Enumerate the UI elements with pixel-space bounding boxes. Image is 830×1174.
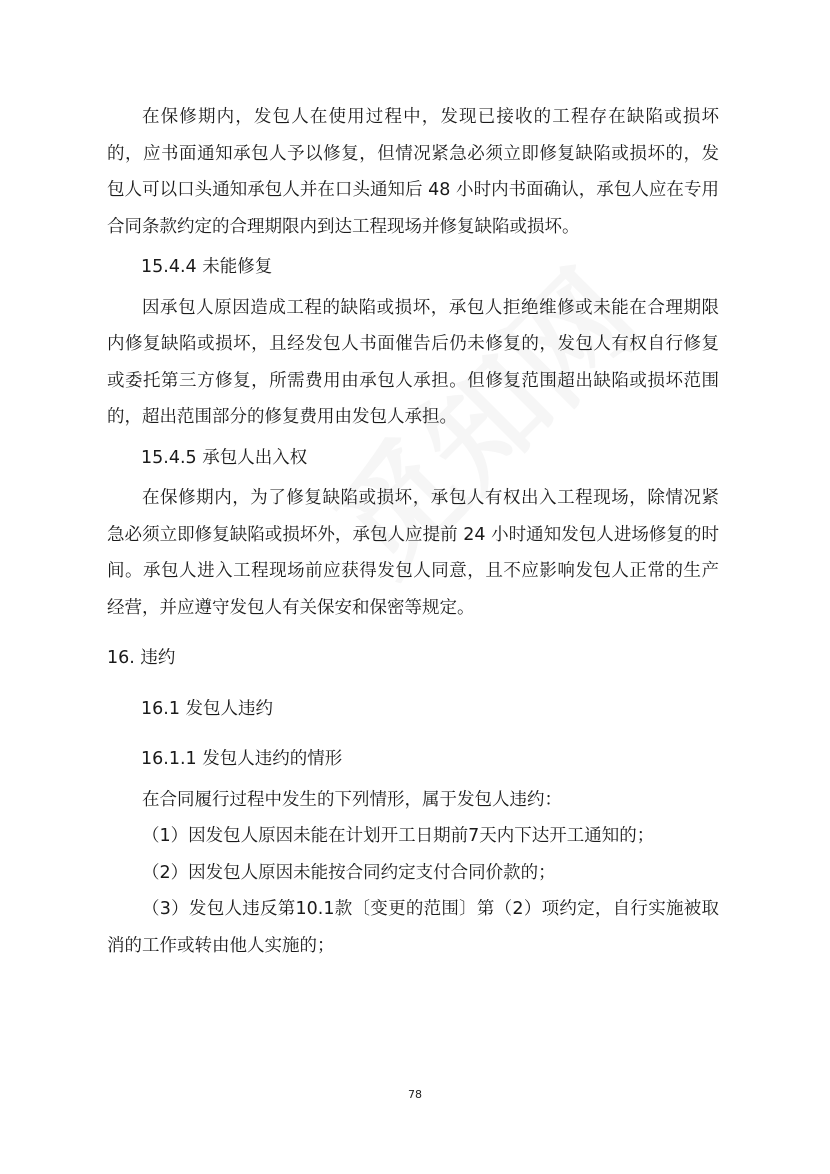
heading-15-4-5: 15.4.5 承包人出入权 [141,447,308,468]
list-item-1: （1）因发包人原因未能在计划开工日期前7天内下达开工通知的； [142,826,655,846]
heading-16-1-1: 16.1.1 发包人违约的情形 [141,749,343,769]
heading-16: 16. 违约 [107,648,176,668]
page-number: 78 [408,1088,422,1101]
heading-16-1: 16.1 发包人违约 [141,698,274,719]
list-item-2: （2）因发包人原因未能按合同约定支付合同价款的； [142,862,556,883]
heading-15-4-4: 15.4.4 未能修复 [141,257,273,277]
paragraph-failure-to-repair: 因承包人原因造成工程的缺陷或损坏，承包人拒绝维修或未能在合理期限内修复缺陷或损坏，且经发包人书面催告后仍未修复的，发包人有权自行修复或委托第三方修复，所需费用由承包人承担。但修复范围超出缺陷或损坏范围的，超出范围部分的修复费用由发包人承担。 [107,297,719,427]
document-body [107,99,719,964]
paragraph-contractor-access: 在保修期内，为了修复缺陷或损坏，承包人有权出入工程现场，除情况紧急必须立即修复缺陷或损坏外，承包人应提前 24 小时通知发包人进场修复的时间。承包人进入工程现场前应获得发包人同意，且不应影响发包人正常的生产经营，并应遵守发包人有关保安和保密等规定。 [107,488,719,618]
list-item-3: （3）发包人违反第10.1款〔变更的范围〕第（2）项约定，自行实施被取消的工作或转由他人实施的； [107,899,719,956]
paragraph-breach-intro: 在合同履行过程中发生的下列情形，属于发包人违约： [142,789,562,810]
paragraph-warranty-repair-notice: 在保修期内，发包人在使用过程中，发现已接收的工程存在缺陷或损坏的，应书面通知承包人予以修复，但情况紧急必须立即修复缺陷或损坏的，发包人可以口头通知承包人并在口头通知后 48 小时内书面确认，承包人应在专用合同条款约定的合理期限内到达工程现场并修复缺陷或损坏。 [107,107,719,237]
